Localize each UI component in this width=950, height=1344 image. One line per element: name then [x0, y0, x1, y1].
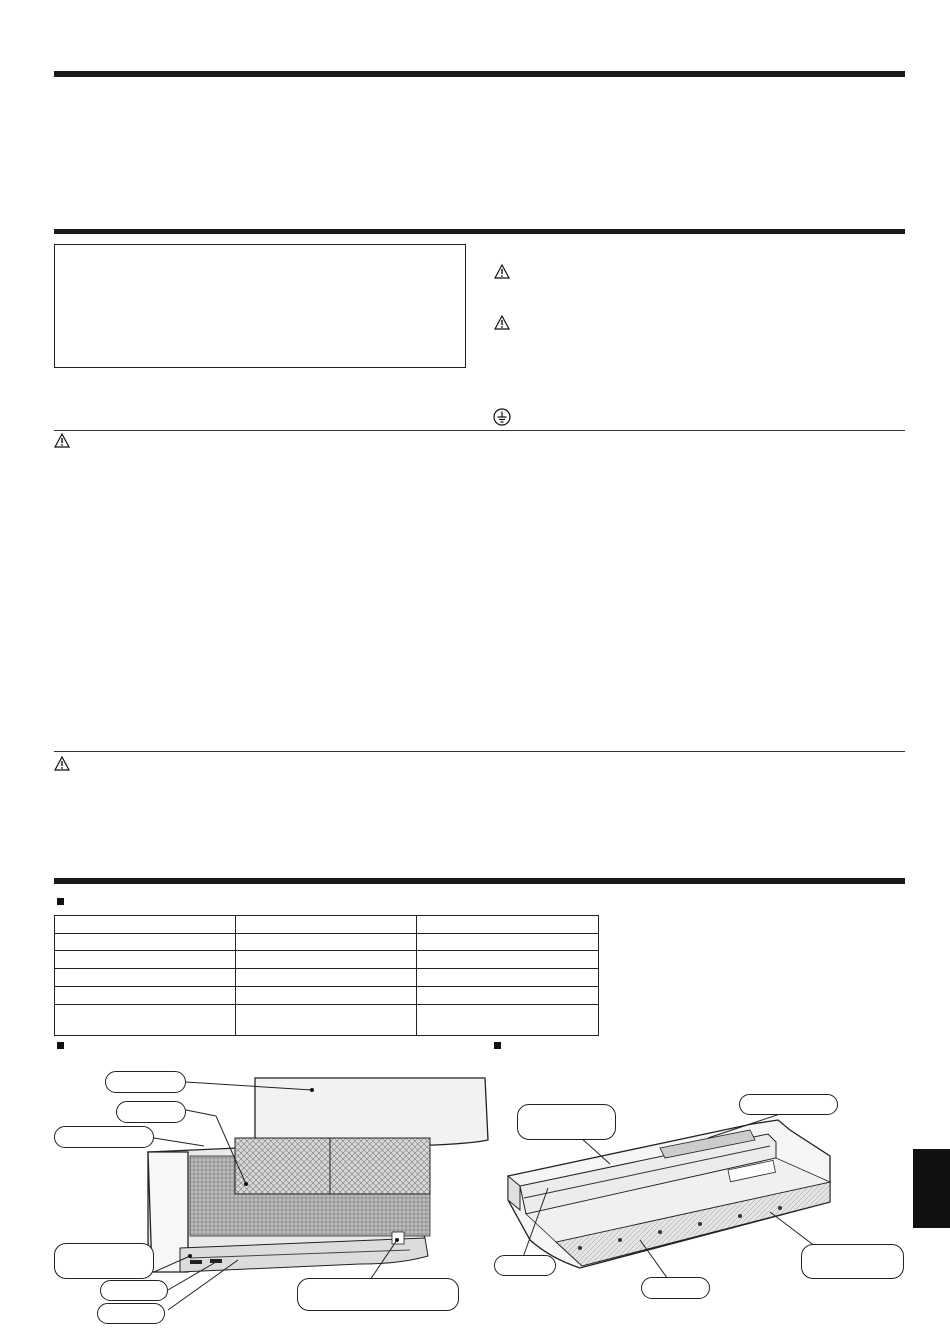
label-callout-louver [97, 1303, 165, 1324]
square-bullet-icon [57, 898, 64, 905]
label-callout-air-intake-grille [517, 1104, 616, 1140]
header-rule-second [54, 229, 905, 234]
label-callout-air-intake [54, 1126, 154, 1148]
section-divider-warning [54, 430, 905, 431]
label-callout-intake-right [801, 1244, 904, 1279]
spec-table [54, 915, 599, 1036]
table-cell [236, 951, 417, 969]
label-callout-air-filter [116, 1101, 186, 1123]
table-cell [236, 969, 417, 987]
specs-rule [54, 878, 905, 884]
table-cell [55, 951, 236, 969]
square-bullet-icon [494, 1042, 501, 1049]
table-cell [236, 987, 417, 1005]
table-cell [417, 916, 599, 934]
table-cell [417, 969, 599, 987]
earth-ground-icon [493, 408, 511, 426]
table-cell [417, 1005, 599, 1036]
table-cell [236, 934, 417, 951]
table-cell [417, 987, 599, 1005]
label-callout-vane-right [494, 1255, 556, 1276]
caution-section-icon [54, 756, 70, 771]
square-bullet-icon [57, 1042, 64, 1049]
warning-triangle-icon [494, 264, 510, 279]
caution-triangle-icon [494, 315, 510, 330]
table-cell [236, 1005, 417, 1036]
label-callout-air-filter-right [739, 1094, 838, 1115]
notice-box [54, 244, 466, 368]
table-cell [55, 916, 236, 934]
table-cell [55, 969, 236, 987]
table-cell [55, 987, 236, 1005]
label-callout-air-outlet-right [641, 1277, 710, 1299]
label-callout-air-outlet [100, 1280, 168, 1301]
label-callout-vane [54, 1243, 154, 1279]
table-cell [236, 916, 417, 934]
table-cell [417, 934, 599, 951]
header-rule-top [54, 71, 905, 77]
label-callout-emergency-switch [297, 1278, 459, 1311]
label-callout-front-panel [105, 1071, 186, 1093]
table-cell [417, 951, 599, 969]
language-tab [913, 1149, 950, 1228]
warning-section-icon [54, 433, 70, 448]
section-divider-caution [54, 751, 905, 752]
table-cell [55, 934, 236, 951]
table-cell [55, 1005, 236, 1036]
